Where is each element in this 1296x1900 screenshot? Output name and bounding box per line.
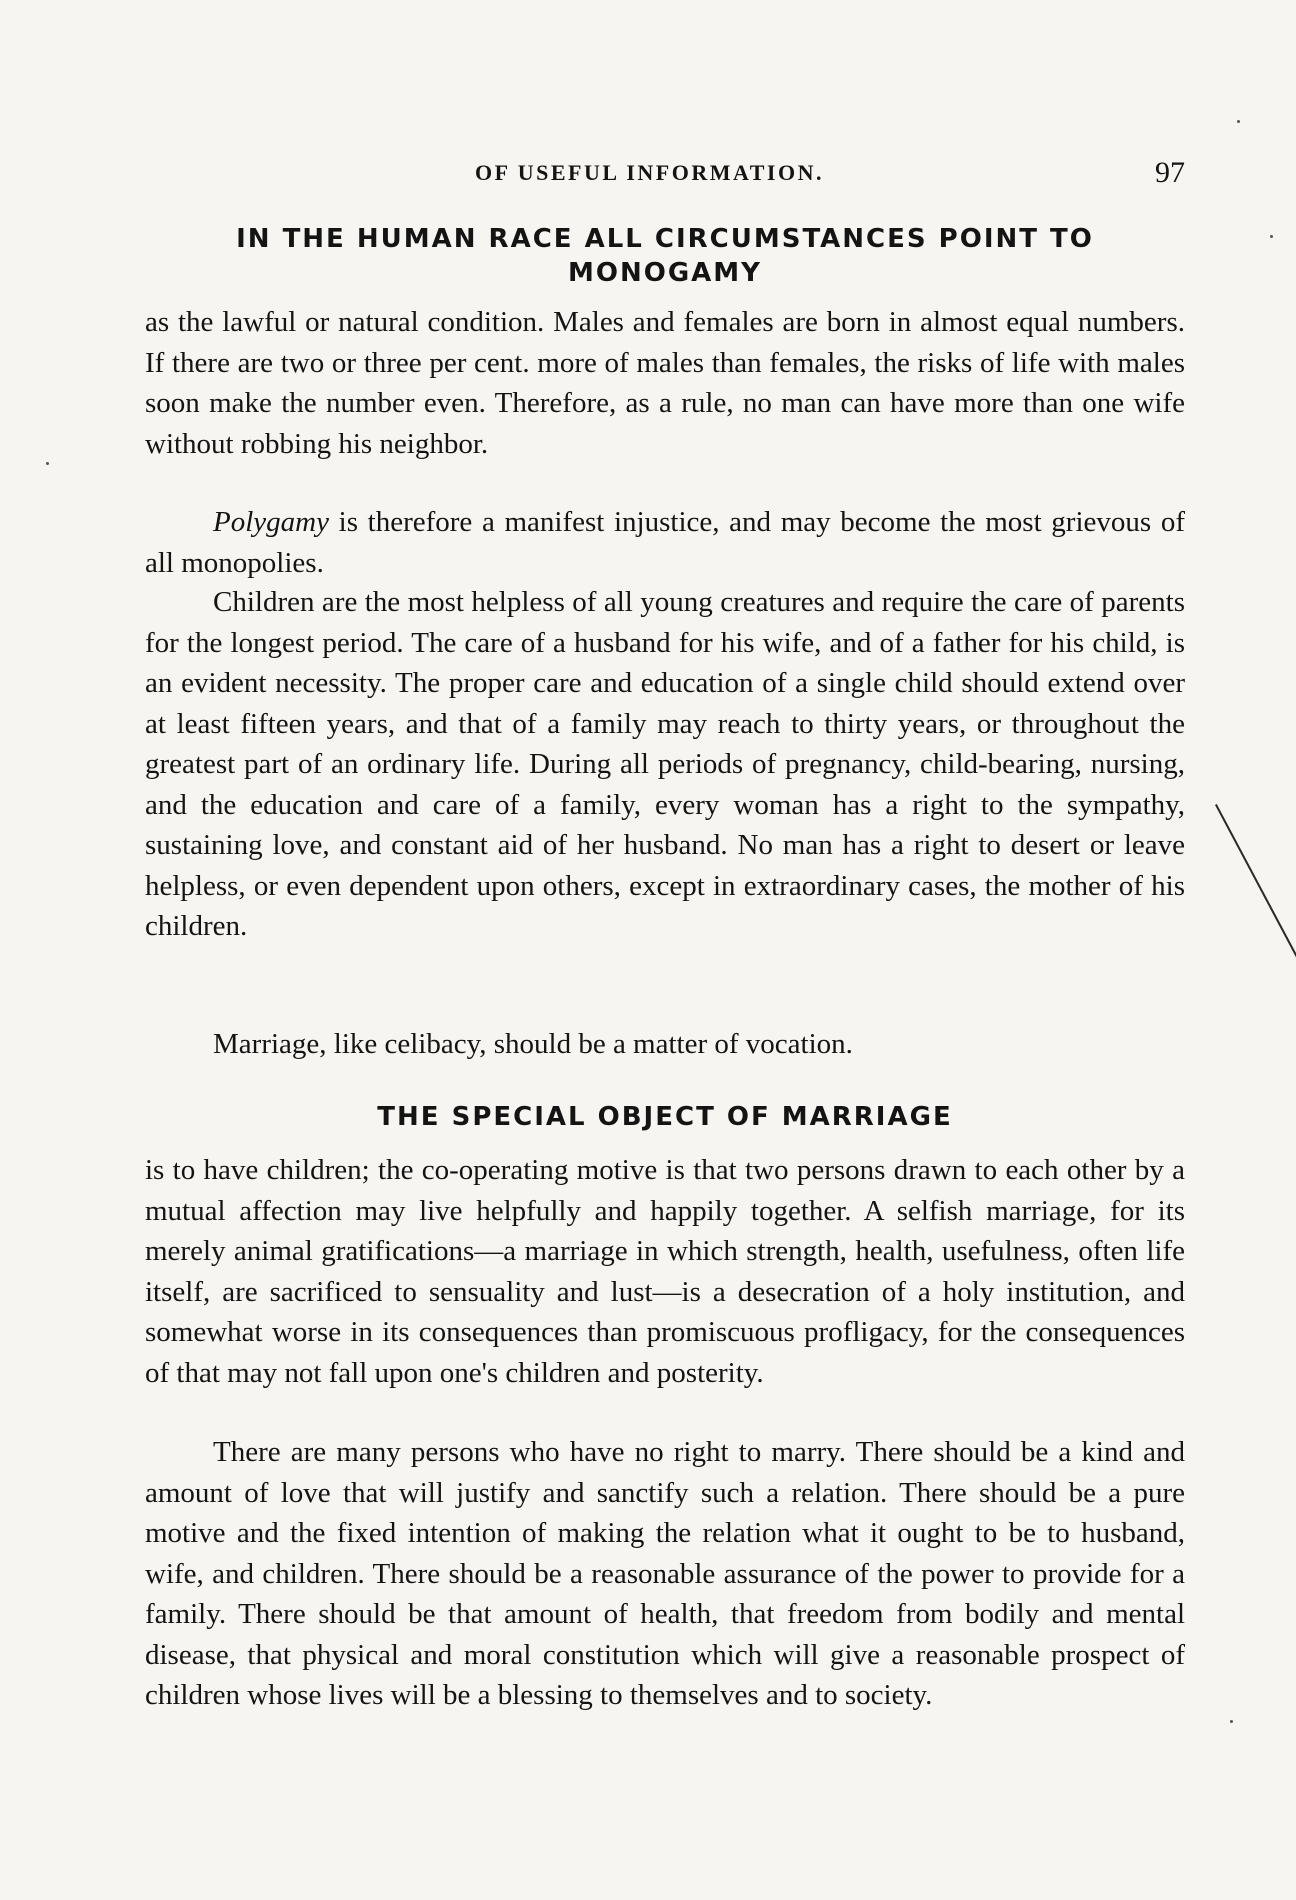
running-head-title: OF USEFUL INFORMATION.: [475, 160, 824, 185]
paragraph-right-to-marry: There are many persons who have no right to marry. There should be a kind and amount of love that will justify and sanctify such a relation. There should be a pure motive and the fixed intention of making the relation what it ought to be to husband, wife, and children. There should be a reasonable assurance of the power to provide for a family. There should be that amount of health, that freedom from bodily and mental disease, that physical and moral constitution which will give a reasonable prospect of children whose lives will be a blessing to themselves and to society.: [145, 1436, 1185, 1711]
paragraph-purpose-of-marriage: is to have children; the co-operating motive is that two persons drawn to each other by a mutual affection may live helpfully and happily together. A selfish marriage, for its merely animal gratifications—a marriage in which strength, health, usefulness, often life itself, are sacrificed to sensuality and lust—is a desecration of a holy institution, and somewhat worse in its consequences than promiscuous profligacy, for the consequences of that may not fall upon one's children and posterity.: [145, 1154, 1185, 1389]
scan-speck: [1237, 120, 1240, 123]
paragraph-natural-condition: as the lawful or natural condition. Males and females are born in almost equal numbers. If there are two or three per cent. more of males than females, the risks of life with males soon make the number even. Therefore, as a rule, no man can have more than one wife without robbing his neighbor.: [145, 306, 1185, 460]
paragraph-vocation: Marriage, like celibacy, should be a matter of vocation.: [213, 1028, 853, 1060]
page-number: 97: [1155, 156, 1185, 189]
margin-pencil-mark: [1215, 804, 1296, 982]
scan-speck: [1230, 1720, 1233, 1723]
emphasis-polygamy: Polygamy: [213, 506, 329, 538]
paragraph-polygamy-text: is therefore a manifest injustice, and may become the most grievous of all monopolies.: [145, 506, 1185, 579]
section-heading-special-object: THE SPECIAL OBJECT OF MARRIAGE: [377, 1102, 953, 1132]
section-heading-monogamy: IN THE HUMAN RACE ALL CIRCUMSTANCES POINT TO MONOGAMY: [236, 224, 1094, 288]
paragraph-children-care: Children are the most helpless of all young creatures and require the care of parents for the longest period. The care of a husband for his wife, and of a father for his child, is an evident necessity. The proper care and education of a single child should extend over at least fifteen years, and that of a family may reach to thirty years, or throughout the greatest part of an ordinary life. During all periods of pregnancy, child-bearing, nursing, and the education and care of a family, every woman has a right to the sympathy, sustaining love, and constant aid of her husband. No man has a right to desert or leave helpless, or even dependent upon others, except in extraordinary cases, the mother of his children.: [145, 586, 1185, 942]
scan-speck: [1270, 235, 1273, 238]
scan-speck: [46, 462, 49, 465]
running-head: [145, 158, 1185, 198]
paragraph-polygamy: [145, 502, 1185, 583]
